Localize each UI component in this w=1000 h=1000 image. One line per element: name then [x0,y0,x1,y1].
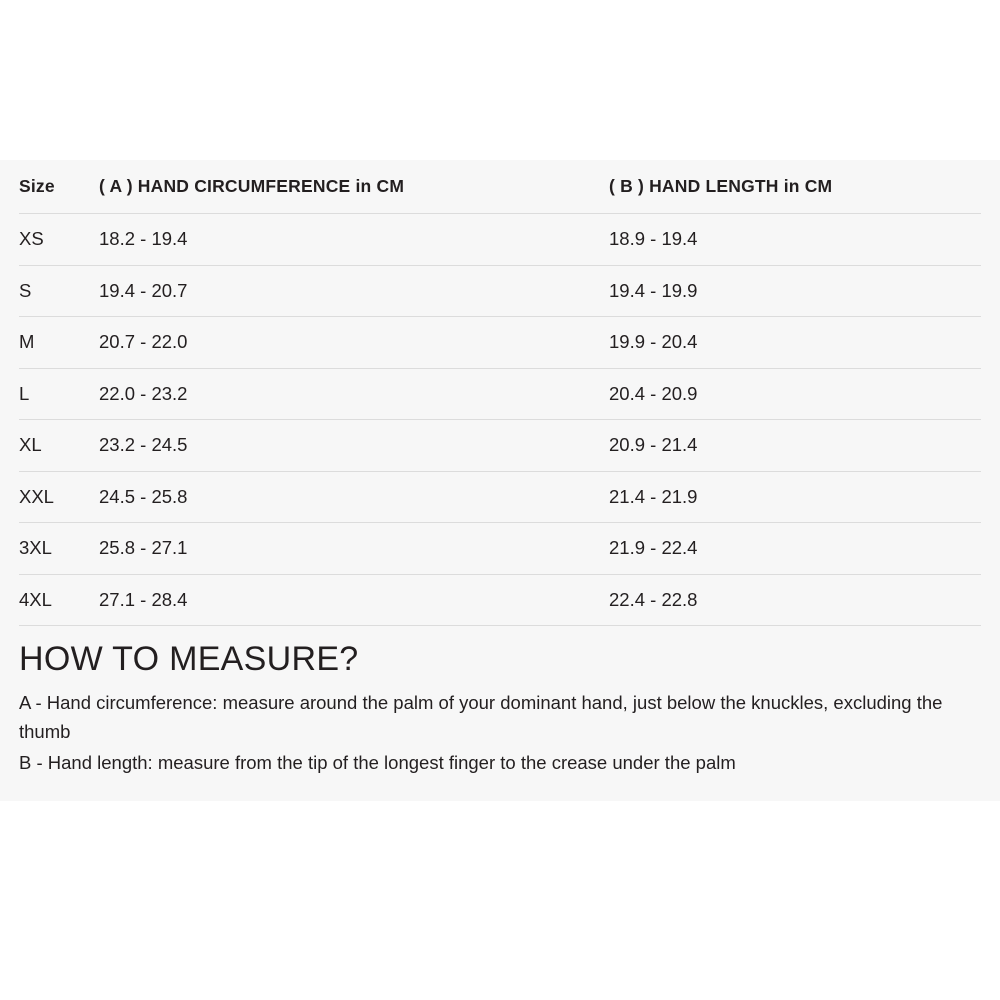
cell-size: XS [19,214,99,266]
table-row [19,317,981,369]
cell-hand-circumference: 23.2 - 24.5 [99,420,609,472]
cell-size: L [19,368,99,420]
how-to-measure-title: HOW TO MEASURE? [19,640,359,678]
table-row [19,368,981,420]
measure-instruction-a: A - Hand circumference: measure around the palm of your dominant hand, just below the knuckles, excluding the thumb [19,692,943,742]
table-header-row [19,160,981,214]
size-guide-panel [0,160,1000,801]
cell-hand-circumference: 19.4 - 20.7 [99,265,609,317]
cell-hand-length: 22.4 - 22.8 [609,574,981,626]
table-header [19,160,981,214]
cell-hand-length: 18.9 - 19.4 [609,214,981,266]
column-header-hand-circumference: ( A ) HAND CIRCUMFERENCE in CM [99,160,609,214]
cell-hand-length: 19.4 - 19.9 [609,265,981,317]
cell-hand-circumference: 27.1 - 28.4 [99,574,609,626]
cell-size: 3XL [19,523,99,575]
size-chart-table [19,160,981,626]
cell-size: S [19,265,99,317]
cell-size: M [19,317,99,369]
table-row [19,574,981,626]
cell-hand-length: 21.4 - 21.9 [609,471,981,523]
cell-hand-circumference: 22.0 - 23.2 [99,368,609,420]
column-header-size: Size [19,160,99,214]
cell-hand-circumference: 18.2 - 19.4 [99,214,609,266]
cell-size: 4XL [19,574,99,626]
cell-size: XL [19,420,99,472]
cell-size: XXL [19,471,99,523]
table-row [19,214,981,266]
cell-hand-length: 20.4 - 20.9 [609,368,981,420]
cell-hand-length: 20.9 - 21.4 [609,420,981,472]
table-row [19,523,981,575]
cell-hand-circumference: 24.5 - 25.8 [99,471,609,523]
cell-hand-length: 19.9 - 20.4 [609,317,981,369]
how-to-measure-body [19,689,981,801]
table-row [19,471,981,523]
table-row [19,265,981,317]
cell-hand-length: 21.9 - 22.4 [609,523,981,575]
cell-hand-circumference: 25.8 - 27.1 [99,523,609,575]
table-body [19,214,981,626]
measure-instruction-b: B - Hand length: measure from the tip of the longest finger to the crease under the palm [19,752,736,774]
column-header-hand-length: ( B ) HAND LENGTH in CM [609,160,981,214]
cell-hand-circumference: 20.7 - 22.0 [99,317,609,369]
table-row [19,420,981,472]
